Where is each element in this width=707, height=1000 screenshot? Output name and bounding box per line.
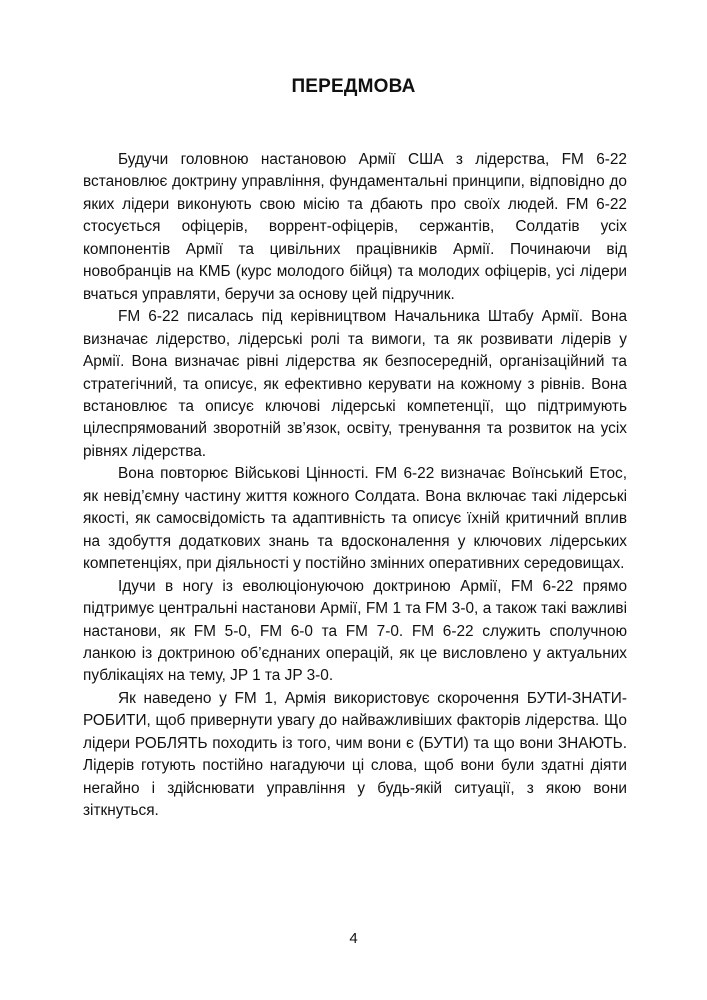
- paragraph-be-know-do: Як наведено у FM 1, Армія використовує скорочення БУТИ-ЗНАТИ-РОБИТИ, щоб привернути увагу до найважливіших факторів лідерства. Що лідери РОБЛЯТЬ походить із того, чим вони є (БУТИ) та що вони ЗНАЮТЬ. Лідерів готують постійно нагадуючи ці слова, щоб вони були здатні діяти негайно і здійснювати управління у будь-якій ситуації, з якою вони зіткнуться.: [83, 689, 627, 820]
- paragraph-chief-of-staff: FM 6-22 писалась під керівництвом Начальника Штабу Армії. Вона визначає лідерство, лідерські ролі та вимоги, та як розвивати лідерів у Армії. Вона визначає рівні лідерства як безпосередній, організаційний та стратегічний, та описує, як ефективно керувати на кожному з рівнів. Вона встановлює та описує ключові лідерські компетенції, що підтримують цілеспрямований зворотній зв’язок, освіту, тренування та розвиток на усіх рівнях лідерства.: [83, 308, 627, 460]
- paragraph-army-values: Вона повторює Військові Цінності. FM 6-22 визначає Воїнський Етос, як невід’ємну частину життя кожного Солдата. Вона включає такі лідерські якості, як самосвідомість та адаптивність та описує їхній критичний вплив на здобуття додаткових знань та вдосконалення у ключових лідерських компетенціях, при діяльності у постійно змінних оперативних середовищах.: [83, 465, 627, 573]
- page-title: ПЕРЕДМОВА: [291, 76, 416, 97]
- page-number: 4: [349, 930, 358, 947]
- body-text: [83, 149, 627, 823]
- paragraph-doctrine: Ідучи в ногу із еволюціонуючою доктриною Армії, FM 6-22 прямо підтримує центральні настанови Армії, FM 1 та FM 3-0, а також такі важливі настанови, як FM 5-0, FM 6-0 та FM 7-0. FM 6-22 служить сполучною ланкою із доктриною об’єднаних операцій, як це висловлено у актуальних публікаціях на тему, JP 1 та JP 3-0.: [83, 577, 627, 685]
- paragraph-intro: Будучи головною настановою Армії США з лідерства, FM 6-22 встановлює доктрину управління, фундаментальні принципи, відповідно до яких лідери виконують свою місію та дбають про своїх людей. FM 6-22 стосується офіцерів, воррент-офіцерів, сержантів, Солдатів усіх компонентів Армії та цивільних працівників Армії. Починаючи від новобранців на КМБ (курс молодого бійця) та молодих офіцерів, усі лідери вчаться управляти, беручи за основу цей підручник.: [83, 151, 627, 303]
